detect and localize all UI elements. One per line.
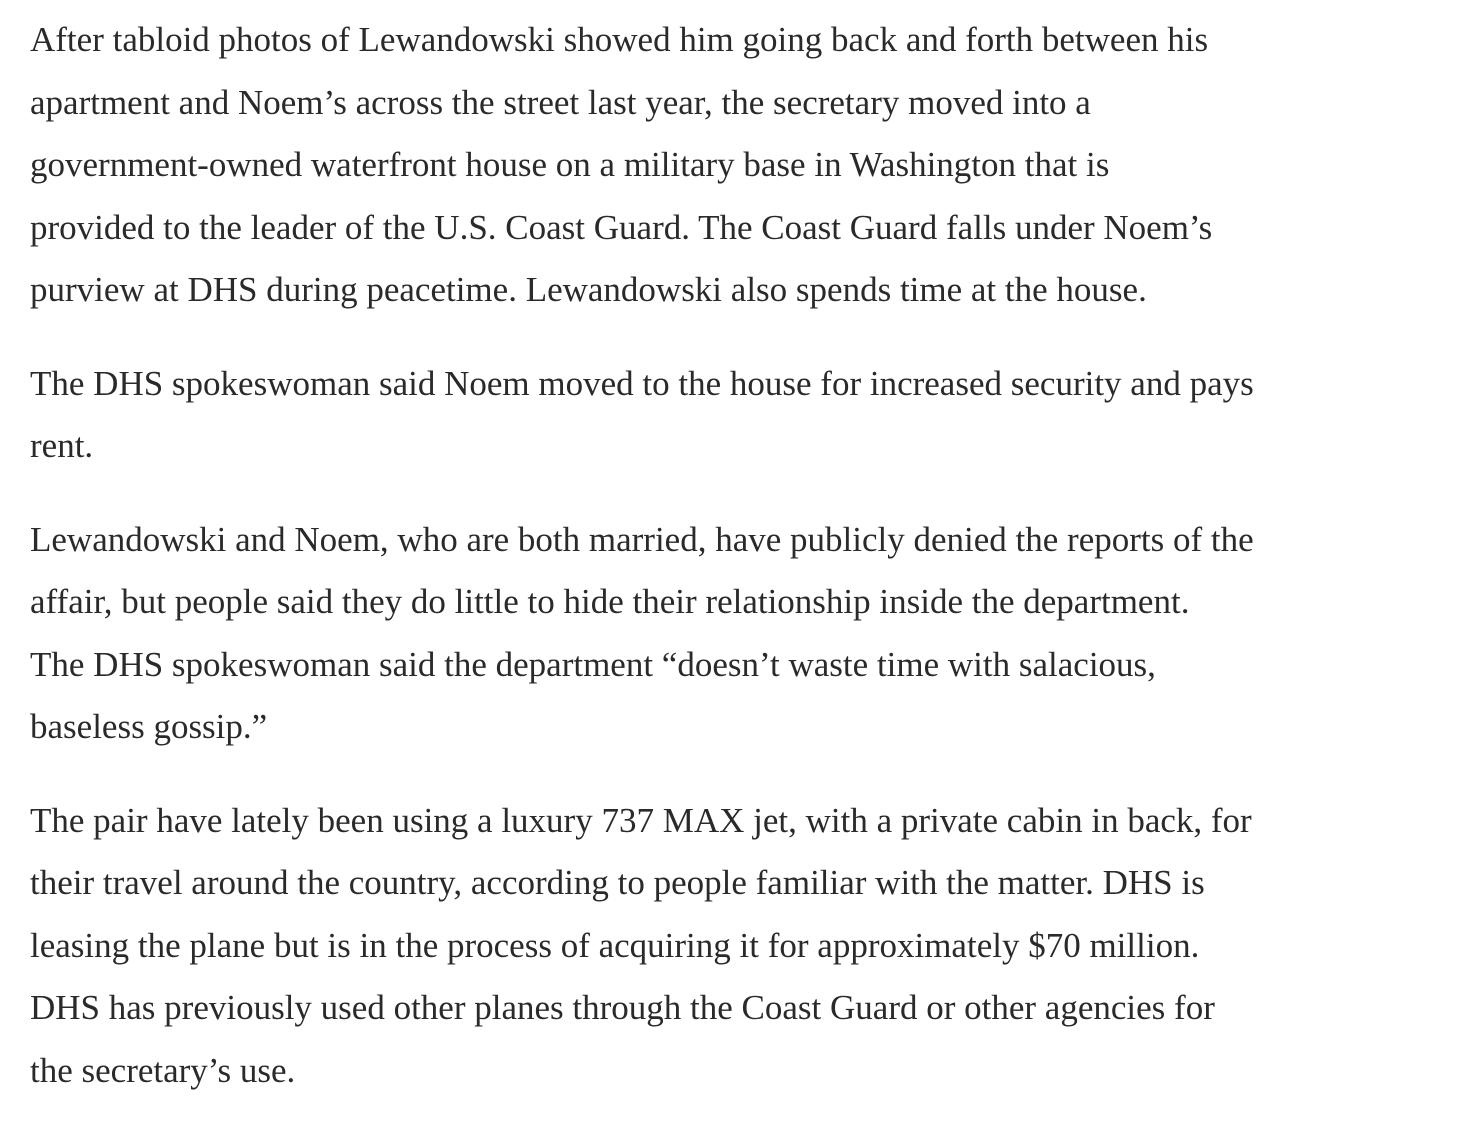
article-paragraph-4 bbox=[30, 790, 1452, 1103]
paragraph-line: The DHS spokeswoman said the department “doesn’t waste time with salacious, bbox=[30, 644, 1156, 684]
paragraph-line: rent. bbox=[30, 426, 94, 465]
paragraph-line: provided to the leader of the U.S. Coast Guard. The Coast Guard falls under Noem’s bbox=[30, 207, 1213, 247]
article-body bbox=[30, 9, 1452, 1133]
paragraph-line: their travel around the country, according to people familiar with the matter. DHS is bbox=[30, 863, 1205, 902]
paragraph-line: apartment and Noem’s across the street last year, the secretary moved into a bbox=[30, 82, 1091, 122]
paragraph-line: leasing the plane but is in the process of acquiring it for approximately $70 million. bbox=[30, 925, 1200, 965]
paragraph-line: Lewandowski and Noem, who are both married, have publicly denied the reports of the bbox=[30, 519, 1254, 559]
paragraph-line: DHS has previously used other planes through the Coast Guard or other agencies for bbox=[30, 988, 1215, 1027]
paragraph-line: baseless gossip.” bbox=[30, 707, 268, 746]
article-paragraph-2 bbox=[30, 353, 1452, 478]
paragraph-line: government-owned waterfront house on a military base in Washington that is bbox=[30, 145, 1110, 184]
paragraph-line: the secretary’s use. bbox=[30, 1050, 296, 1090]
paragraph-line: The DHS spokeswoman said Noem moved to the house for increased security and pays bbox=[30, 363, 1254, 403]
paragraph-line: purview at DHS during peacetime. Lewandowski also spends time at the house. bbox=[30, 270, 1147, 309]
paragraph-line: affair, but people said they do little to hide their relationship inside the department. bbox=[30, 582, 1190, 621]
article-paragraph-1 bbox=[30, 9, 1452, 322]
paragraph-line: The pair have lately been using a luxury 737 MAX jet, with a private cabin in back, for bbox=[30, 800, 1252, 840]
paragraph-line: After tabloid photos of Lewandowski showed him going back and forth between his bbox=[30, 20, 1209, 59]
article-paragraph-3 bbox=[30, 509, 1452, 759]
